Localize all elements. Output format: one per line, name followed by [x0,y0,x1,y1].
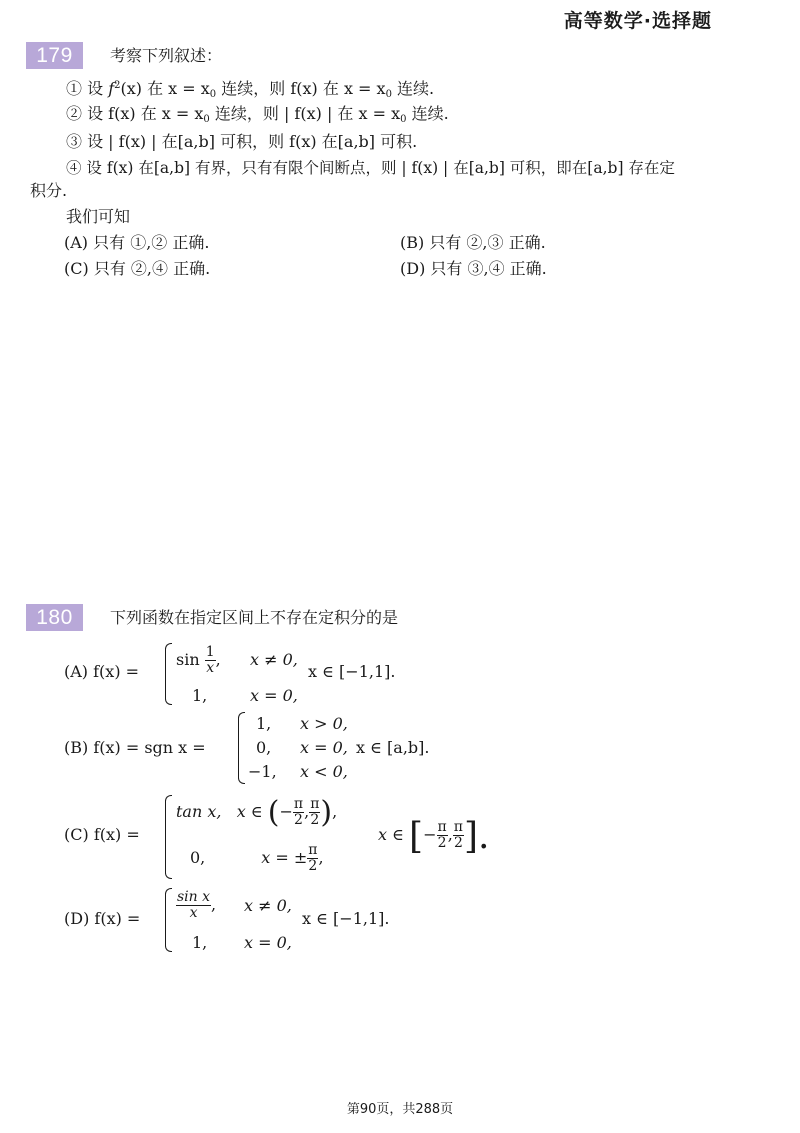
option-180-b-case-3-cond: x < 0, [300,762,348,781]
question-180-number: 180 [26,604,83,631]
pi-over-2-fraction: $\frac{\pi}{2}$ [308,842,318,874]
option-180-b-case-1-cond: x > 0, [300,714,348,733]
option-180-c-interval: x ∈ [− $\frac{\pi}{2}$ , $\frac{\pi}{2}$ ]. [378,816,490,857]
option-180-d-interval: x ∈ [−1,1]. [302,909,390,928]
statement-4-line-2: 积分. [30,181,68,200]
option-180-d-case-1-cond: x ≠ 0, [244,896,292,915]
pi-over-2-fraction: $\frac{\pi}{2}$ [310,796,320,828]
pi-over-2-fraction: $\frac{\pi}{2}$ [437,819,447,851]
question-179-stem: 考察下列叙述： [110,46,223,65]
option-179-c[interactable]: (C) 只有 ②,④ 正确. [64,259,211,278]
option-180-b-case-3-val: −1, [248,762,277,781]
option-180-a-case-2-val: 1, [192,686,208,705]
question-180-stem: 下列函数在指定区间上不存在定积分的是 [110,608,399,627]
option-180-a-brace [165,643,172,705]
option-180-c-case-1: tan x, x ∈ (− $\frac{\pi}{2}$ , $\frac{\pi}{2}$ ), [176,795,338,830]
pi-over-2-fraction: $\frac{\pi}{2}$ [293,796,304,828]
sinx-over-x-fraction: $\frac{\text{sin x}}{x}$ [177,889,211,921]
option-180-d-case-2-cond: x = 0, [244,933,292,952]
pi-over-2-fraction: $\frac{\pi}{2}$ [453,819,463,851]
statement-4-line-1: ④ 设 f(x) 在[a,b] 有界，只有有限个间断点，则 | f(x) | 在[a,b] 可积，即在[a,b] 存在定 [66,159,675,177]
question-179-lead: 我们可知 [66,207,131,226]
option-180-a-case-1: sin $\frac{1}{x}$ , [176,644,221,676]
option-180-b-case-2-val: 0, [256,738,272,757]
option-180-b-case-1-val: 1, [256,714,272,733]
running-head: 高等数学·选择题 [563,10,712,32]
option-180-c-prefix: (C) f(x) = [64,825,140,844]
option-179-a[interactable]: (A) 只有 ①,② 正确. [64,233,210,252]
option-180-d-prefix: (D) f(x) = [64,909,141,928]
option-179-d[interactable]: (D) 只有 ③,④ 正确. [400,259,547,278]
statement-1: ① 设 $f^2(x)$ 在 $x = x_0$ 连续，则 f(x) 在 $x = x_0$ 连续. [66,79,435,100]
option-180-d-brace [165,888,172,952]
option-180-a-prefix: (A) f(x) = [64,662,140,681]
option-180-c-case-2: 0, x = ± $\frac{\pi}{2}$ , [190,842,324,874]
option-180-c-brace [165,795,172,879]
option-180-b-brace [238,712,245,784]
question-179-number: 179 [26,42,83,69]
page-footer: 第90页，共288页 [346,1102,454,1117]
option-180-b-case-2-cond: x = 0, [300,738,348,757]
option-180-d-case-1: $\frac{\text{sin x}}{x}$ , [177,889,217,921]
one-over-x-fraction: $\frac{1}{x}$ [205,644,215,676]
option-180-b-prefix: (B) f(x) = sgn x = [64,738,206,757]
option-180-a-interval: x ∈ [−1,1]. [308,662,396,681]
statement-3: ③ 设 | f(x) | 在[a,b] 可积，则 f(x) 在[a,b] 可积. [66,132,418,151]
option-180-d-case-2-val: 1, [192,933,208,952]
option-180-a-case-2-cond: x = 0, [250,686,298,705]
option-179-b[interactable]: (B) 只有 ②,③ 正确. [400,233,546,252]
option-180-b-interval: x ∈ [a,b]. [356,738,430,757]
option-180-a-case-1-cond: x ≠ 0, [250,650,298,669]
statement-2: ② 设 f(x) 在 $x = x_0$ 连续，则 | f(x) | 在 $x = x_0$ 连续. [66,104,449,125]
